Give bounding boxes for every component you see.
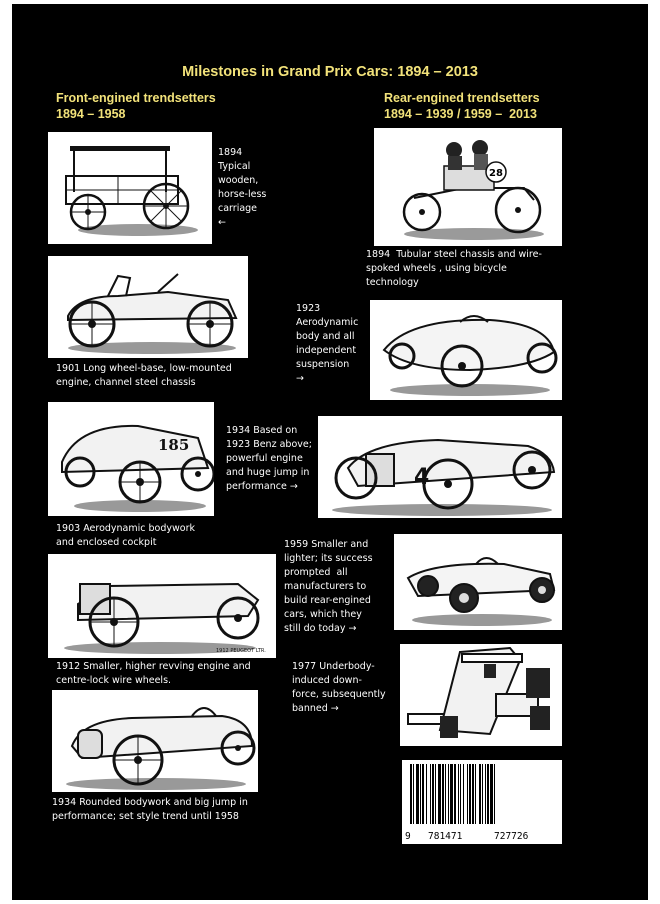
barcode-bar <box>467 764 468 824</box>
barcode-bar <box>416 764 419 824</box>
rear-engined-heading: Rear-engined trendsetters 1894 – 1939 / 1959 – 2013 <box>384 91 540 121</box>
barcode-bar <box>432 764 434 824</box>
barcode-bar <box>472 764 474 824</box>
car-1959-illustration <box>394 534 562 630</box>
caption-1959: 1959 Smaller and lighter; its success prompted all manufacturers to build rear-engined cars, which they still do today → <box>284 539 373 634</box>
car-1903-illustration <box>48 402 214 516</box>
isbn-barcode <box>402 760 562 844</box>
caption-1923: 1923 Aerodynamic body and all independent suspension → <box>296 303 359 384</box>
car-1934-rounded-illustration <box>52 690 258 792</box>
barcode-bar <box>490 764 493 824</box>
barcode-bar <box>430 764 431 824</box>
caption-1934-rounded: 1934 Rounded bodywork and big jump in performance; set style trend until 1958 <box>52 797 248 822</box>
car-number-28: 28 <box>489 168 503 179</box>
barcode-bar <box>479 764 481 824</box>
barcode-bar <box>426 764 427 824</box>
artist-signature-1912: 1912 PEUGEOT LTR. <box>216 648 266 654</box>
barcode-bar <box>494 764 495 824</box>
car-1977-illustration <box>400 644 562 746</box>
caption-1903: 1903 Aerodynamic bodywork and enclosed cockpit <box>56 523 195 548</box>
car-1912-illustration <box>48 554 276 658</box>
barcode-bar <box>475 764 476 824</box>
front-engined-heading: Front-engined trendsetters 1894 – 1958 <box>56 91 216 121</box>
car-1934-benz-illustration <box>318 416 562 518</box>
page-title: Milestones in Grand Prix Cars: 1894 – 2013 <box>182 64 478 80</box>
car-1901-illustration <box>48 256 248 358</box>
barcode-bar <box>410 764 412 824</box>
barcode-bar <box>469 764 471 824</box>
barcode-bar <box>448 764 449 824</box>
barcode-bar <box>485 764 486 824</box>
barcode-bar <box>442 764 444 824</box>
isbn-digits-left: 781471 <box>428 831 463 842</box>
car-number-185: 185 <box>158 436 190 454</box>
barcode-bar <box>458 764 459 824</box>
barcode-bar <box>445 764 446 824</box>
barcode-bar <box>420 764 421 824</box>
caption-1977: 1977 Underbody- induced down- force, subsequently banned → <box>292 661 386 714</box>
caption-1894-carriage: 1894 Typical wooden, horse-less carriage ← <box>218 147 267 228</box>
car-1923-illustration <box>370 300 562 400</box>
book-cover-page <box>12 4 648 900</box>
barcode-bar <box>422 764 424 824</box>
caption-1912: 1912 Smaller, higher revving engine and centre-lock wire wheels. <box>56 661 251 686</box>
barcode-bar <box>450 764 453 824</box>
car-number-4: 4 <box>414 465 430 490</box>
isbn-digit-prefix: 9 <box>405 831 411 842</box>
isbn-digits-right: 727726 <box>494 831 529 842</box>
caption-1901: 1901 Long wheel-base, low-mounted engine, channel steel chassis <box>56 363 232 388</box>
barcode-bar <box>482 764 483 824</box>
caption-1934-benz: 1934 Based on 1923 Benz above; powerful engine and huge jump in performance → <box>226 425 312 492</box>
caption-1894-tubular: 1894 Tubular steel chassis and wire- spoked wheels , using bicycle technology <box>366 249 542 288</box>
barcode-bar <box>454 764 456 824</box>
barcode-bar <box>460 764 461 824</box>
car-1894-tubular-illustration <box>374 128 562 246</box>
barcode-bar <box>413 764 414 824</box>
barcode-bar <box>463 764 464 824</box>
car-1894-carriage-illustration <box>48 132 212 244</box>
barcode-bar <box>435 764 436 824</box>
barcode-bar <box>487 764 489 824</box>
barcode-bar <box>438 764 441 824</box>
